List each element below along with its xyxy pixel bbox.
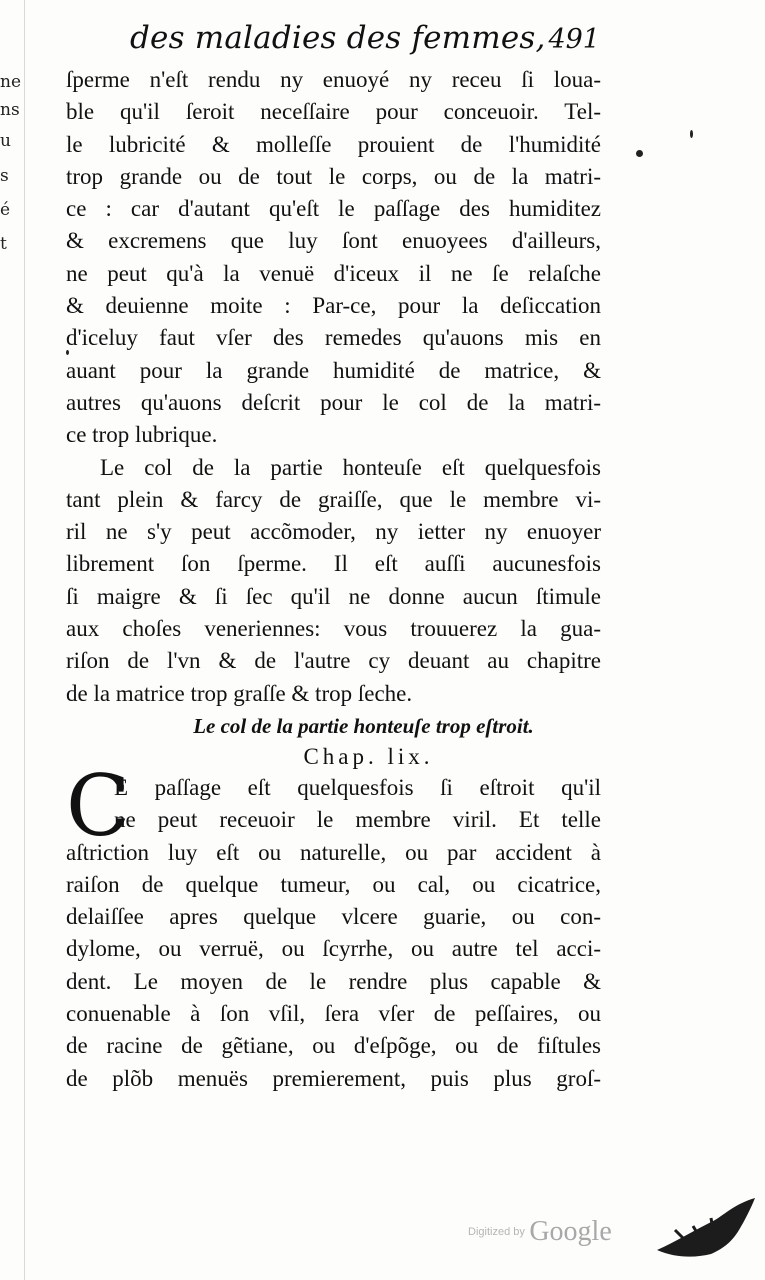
gutter-fragment: é xyxy=(0,200,11,220)
gutter-fragment: t xyxy=(0,234,7,254)
text-line: dent. Le moyen de le rendre plus capable & xyxy=(66,968,601,994)
text-line: d'iceluy faut vſer des remedes qu'auons mis en xyxy=(66,325,601,351)
digitized-watermark xyxy=(468,1216,612,1248)
text-line: ce : car d'autant qu'eſt le paſſage des humiditez xyxy=(66,196,601,222)
paragraph-continuation xyxy=(66,64,601,452)
text-line: raiſon de quelque tumeur, ou cal, ou cicatrice, xyxy=(66,871,601,897)
text-line: de racine de gẽtiane, ou d'eſpõge, ou de fiſtules xyxy=(66,1033,601,1059)
text-line: ril ne s'y peut accõmoder, ny ietter ny enuoyer xyxy=(66,519,601,545)
text-line: ble qu'il ſeroit neceſſaire pour conceuoir. Tel- xyxy=(66,99,601,125)
page-header xyxy=(130,12,600,64)
text-line: ſperme n'eſt rendu ny enuoyé ny receu ſi loua- xyxy=(66,67,601,92)
gutter-fragment: ns xyxy=(0,100,20,120)
text-line: de plõb menuës premierement, puis plus groſ- xyxy=(66,1065,601,1091)
text-line: & deuienne moite : Par-ce, pour la deſiccation xyxy=(66,293,601,319)
ink-speck xyxy=(66,350,69,355)
page-number: 491 xyxy=(548,24,600,55)
watermark-digitized-label: Digitized by xyxy=(468,1226,525,1238)
text-line: tant plein & farcy de graiſſe, que le membre vi- xyxy=(66,486,601,512)
text-line: aſtriction luy eſt ou naturelle, ou par accident à xyxy=(66,839,601,865)
text-line: auant pour la grande humidité de matrice, & xyxy=(66,357,601,383)
body-text xyxy=(66,64,601,1095)
text-line: ne peut qu'à la venuë d'iceux il ne ſe relaſche xyxy=(66,260,601,286)
text-line: autres qu'auons deſcrit pour le col de la matri- xyxy=(66,389,601,415)
gutter-fragment: u xyxy=(0,131,11,151)
text-line: delaiſſee apres quelque vlcere guarie, ou con- xyxy=(66,904,601,930)
text-line: de la matrice trop graſſe & trop ſeche. xyxy=(66,680,413,706)
watermark-brand: Google xyxy=(529,1216,612,1247)
section-title: Le col de la partie honteuſe trop eſtroit. xyxy=(193,713,534,738)
gutter-fragment: s xyxy=(0,166,9,186)
running-head: des maladies des femmes, xyxy=(130,20,546,56)
ink-speck xyxy=(636,150,643,157)
ink-smudge-icon xyxy=(655,1190,759,1260)
text-line: ſi maigre & ſi ſec qu'il ne donne aucun ſtimule xyxy=(66,583,601,609)
ink-speck xyxy=(690,130,693,138)
text-line: librement ſon ſperme. Il eſt auſſi aucunesfois xyxy=(66,551,601,577)
text-line: & excremens que luy ſont enuoyees d'ailleurs, xyxy=(66,228,601,254)
text-line: trop grande ou de tout le corps, ou de la matri- xyxy=(66,163,601,189)
paragraph-chapter-lix xyxy=(66,837,601,1095)
gutter-fragment: ne xyxy=(0,72,22,92)
text-line: E paſſage eſt quelquesfois ſi eſtroit qu'il xyxy=(114,774,601,800)
chapter-label: Chap. lix. xyxy=(303,743,434,769)
text-line: aux choſes veneriennes: vous trouuerez la gua- xyxy=(66,616,601,642)
text-line: dylome, ou verruë, ou ſcyrrhe, ou autre tel acci- xyxy=(66,936,601,962)
text-line: riſon de l'vn & de l'autre cy deuant au chapitre xyxy=(66,648,601,674)
text-line: ne peut receuoir le membre viril. Et telle xyxy=(114,807,601,833)
paragraph-col-graisse xyxy=(66,452,601,710)
page-fold-line xyxy=(24,0,25,1280)
text-line: conuenable à ſon vſil, ſera vſer de peſſaires, ou xyxy=(66,1001,601,1027)
text-line: le lubricité & molleſſe prouient de l'humidité xyxy=(66,131,601,157)
drop-cap: C xyxy=(66,756,131,855)
text-line: Le col de la partie honteuſe eſt quelquesfois xyxy=(100,454,601,480)
text-line: ce trop lubrique. xyxy=(66,422,218,448)
